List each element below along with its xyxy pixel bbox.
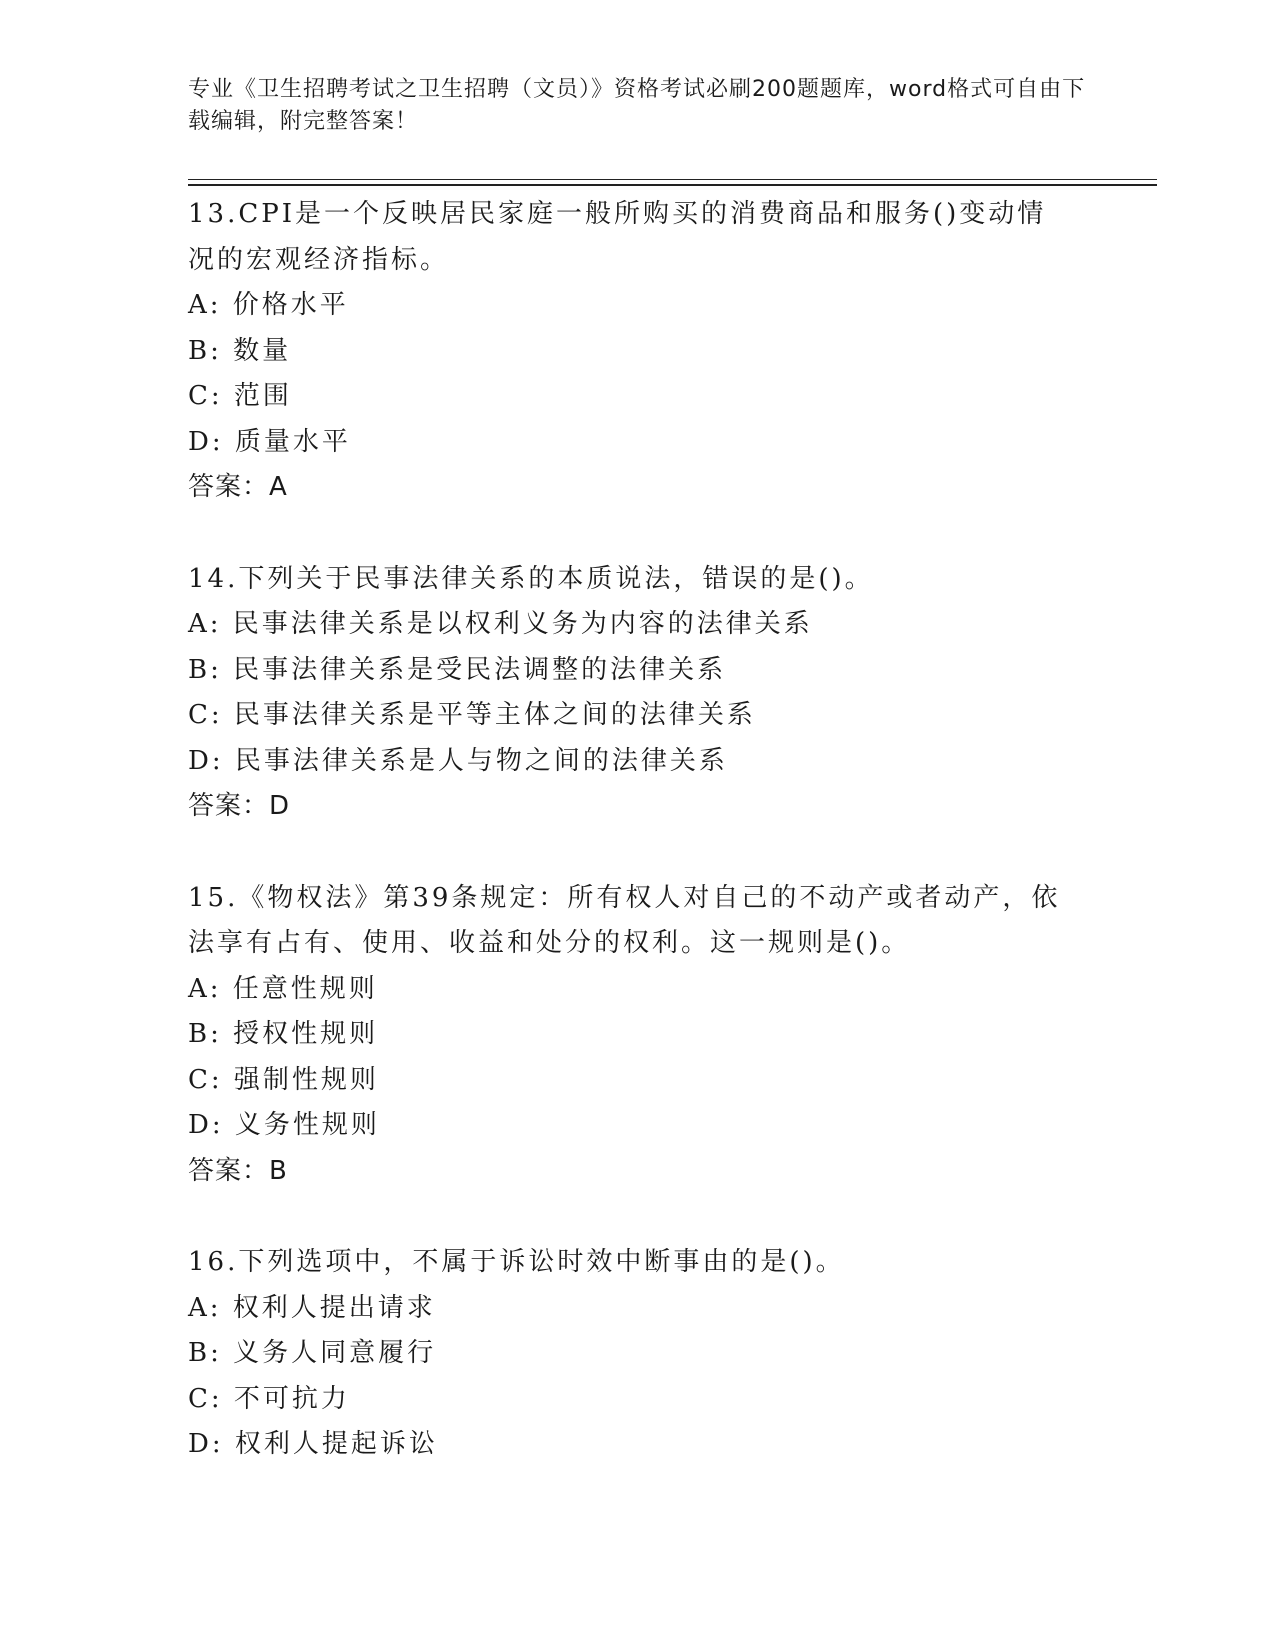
option-d: D: 民事法律关系是人与物之间的法律关系 [188,745,728,776]
question-14 [188,557,1088,830]
option-c: C: 强制性规则 [188,1064,379,1095]
header-divider-bottom [188,184,1157,186]
question-stem: 15.《物权法》第39条规定：所有权人对自己的不动产或者动产，依法享有占有、使用、收益和处分的权利。这一规则是()。 [188,882,1061,958]
option-a: A: 权利人提出请求 [188,1292,436,1323]
header-divider-top [188,179,1157,180]
question-15 [188,876,1088,1195]
option-b: B: 数量 [188,335,292,366]
option-c: C: 民事法律关系是平等主体之间的法律关系 [188,700,756,730]
answer-line: 答案：B [188,1155,288,1186]
option-b: B: 义务人同意履行 [188,1338,437,1368]
question-list [188,192,1088,1514]
option-b: B: 民事法律关系是受民法调整的法律关系 [188,654,727,685]
option-a: A: 任意性规则 [188,973,378,1004]
option-c: C: 不可抗力 [188,1383,350,1414]
question-16 [188,1240,1088,1468]
option-d: D: 权利人提起诉讼 [188,1429,438,1459]
answer-line: 答案：A [188,472,288,502]
option-d: D: 义务性规则 [188,1110,380,1140]
option-b: B: 授权性规则 [188,1019,379,1049]
option-a: A: 价格水平 [188,290,349,320]
question-stem: 14.下列关于民事法律关系的本质说法，错误的是()。 [188,563,874,594]
answer-line: 答案：D [188,791,291,821]
question-stem: 16.下列选项中，不属于诉讼时效中断事由的是()。 [188,1247,845,1277]
question-13 [188,192,1088,511]
question-stem: 13.CPI是一个反映居民家庭一般所购买的消费商品和服务()变动情况的宏观经济指标。 [188,199,1047,275]
document-header-text: 专业《卫生招聘考试之卫生招聘（文员）》资格考试必刷200题题库，word格式可自由下载编辑，附完整答案！ [188,77,1086,134]
option-a: A: 民事法律关系是以权利义务为内容的法律关系 [188,609,813,639]
option-c: C: 范围 [188,381,292,411]
option-d: D: 质量水平 [188,426,351,457]
